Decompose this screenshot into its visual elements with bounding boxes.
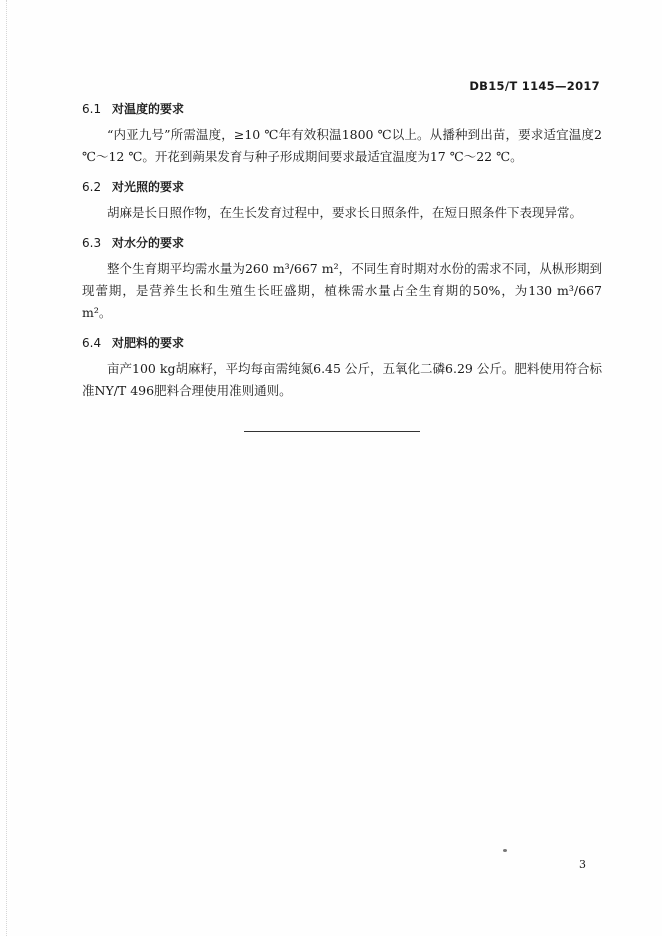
document-body xyxy=(82,100,602,412)
section-light xyxy=(82,178,602,224)
section-fertilizer xyxy=(82,334,602,402)
section-heading xyxy=(82,178,602,196)
section-paragraph: 亩产100 kg胡麻籽，平均每亩需纯氮6.45 公斤，五氧化二磷6.29 公斤。肥料使用符合标准NY/T 496肥料合理使用准则通则。 xyxy=(82,361,602,398)
section-paragraph: 胡麻是长日照作物，在生长发育过程中，要求长日照条件，在短日照条件下表现异常。 xyxy=(107,205,583,220)
section-paragraph: 整个生育期平均需水量为260 m³/667 m²，不同生育时期对水份的需求不同，从枞形期到现蕾期，是营养生长和生殖生长旺盛期，植株需水量占全生育期的50%，为130 m³/667 m²。 xyxy=(82,261,602,320)
document-code: DB15/T 1145—2017 xyxy=(469,79,600,93)
scan-speck xyxy=(503,849,507,852)
section-number: 6.3 xyxy=(82,236,102,250)
page-number: 3 xyxy=(579,858,586,871)
section-heading xyxy=(82,100,602,118)
section-heading xyxy=(82,334,602,352)
end-divider-line xyxy=(244,431,420,432)
section-number: 6.1 xyxy=(82,102,102,116)
section-title: 对光照的要求 xyxy=(112,180,185,194)
section-title: 对水分的要求 xyxy=(112,236,185,250)
section-title: 对温度的要求 xyxy=(112,102,185,116)
section-water xyxy=(82,234,602,324)
section-number: 6.2 xyxy=(82,180,102,194)
section-title: 对肥料的要求 xyxy=(112,336,185,350)
scan-edge-marks xyxy=(6,0,9,936)
section-paragraph: “内亚九号”所需温度，≥10 ℃年有效积温1800 ℃以上。从播种到出苗，要求适宜温度2 ℃～12 ℃。开花到蒴果发育与种子形成期间要求最适宜温度为17 ℃～22 ℃。 xyxy=(82,127,602,164)
section-number: 6.4 xyxy=(82,336,102,350)
section-temperature xyxy=(82,100,602,168)
section-heading xyxy=(82,234,602,252)
